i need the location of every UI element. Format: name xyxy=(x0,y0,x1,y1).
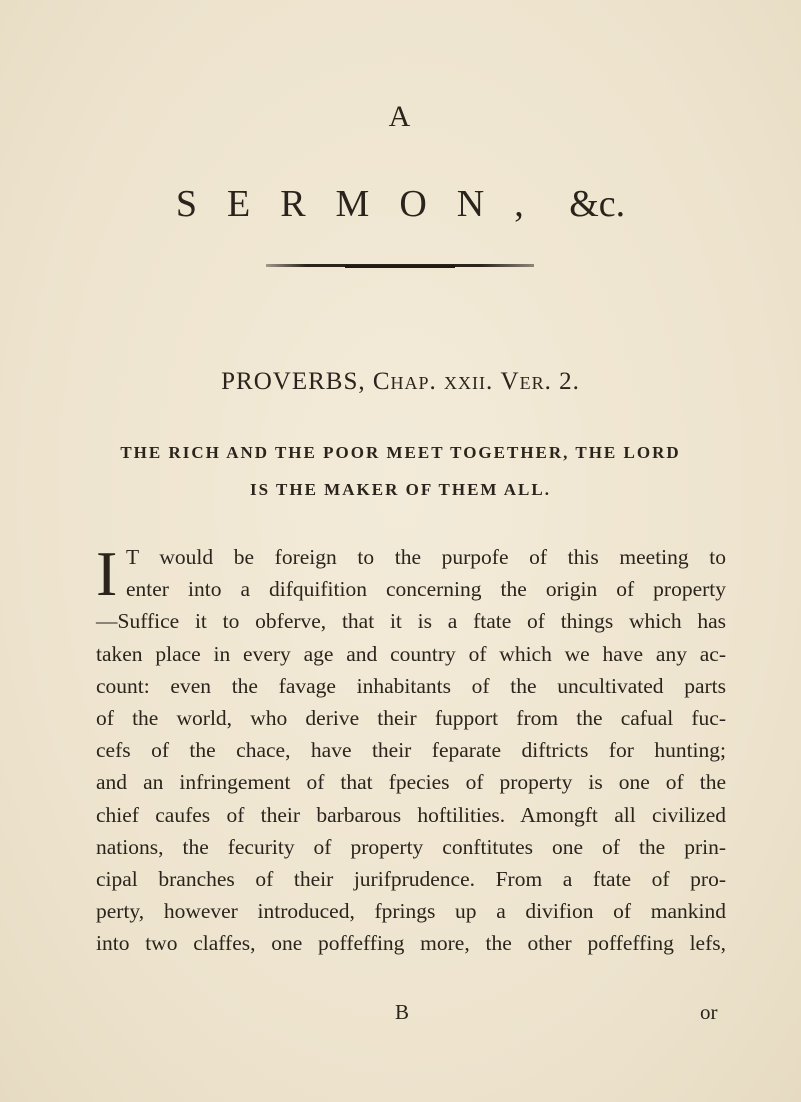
page-title xyxy=(0,182,801,226)
verse-text-line-2: IS THE MAKER OF THEM ALL. xyxy=(250,480,551,499)
page-footer xyxy=(0,1000,801,1030)
verse-label: Ver. xyxy=(500,368,552,395)
body-line: chief caufes of their barbarous hoftilities. Amongft all civilized xyxy=(96,802,726,827)
body-line: of the world, who derive their fupport from the cafual fuc- xyxy=(96,706,726,731)
body-line: enter into a difquifition concerning the origin of property xyxy=(126,577,726,602)
title-suffix: &c. xyxy=(569,183,626,225)
body-line: and an infringement of that fpecies of property is one of the xyxy=(96,770,726,795)
title-prefix: A xyxy=(388,100,413,133)
decorative-rule-bold xyxy=(345,265,455,268)
drop-cap: I xyxy=(96,538,118,609)
catchword: or xyxy=(700,1000,718,1024)
chapter-label: Chap. xyxy=(372,368,437,395)
body-line: —Suffice it to obferve, that it is a ftate of things which has xyxy=(96,609,726,634)
book-name: PROVERBS, xyxy=(221,368,366,395)
signature-mark: B xyxy=(395,1000,410,1024)
title-main-word: SERMON, xyxy=(175,183,554,225)
body-line: taken place in every age and country of which we have any ac- xyxy=(96,641,726,666)
body-line: perty, however introduced, fprings up a divifion of mankind xyxy=(96,899,726,924)
body-line: cefs of the chace, have their feparate diftricts for hunting; xyxy=(96,738,726,763)
verse-text-line-1: THE RICH AND THE POOR MEET TOGETHER, THE LORD xyxy=(120,443,681,462)
verse-number: 2. xyxy=(559,368,580,395)
body-line: cipal branches of their jurifprudence. From a ftate of pro- xyxy=(96,867,726,892)
body-paragraph xyxy=(96,538,726,960)
chapter-number: xxii. xyxy=(444,368,494,395)
body-line: count: even the favage inhabitants of the uncultivated parts xyxy=(96,673,726,698)
body-line: into two claffes, one poffeffing more, the other poffeffing lefs, xyxy=(96,931,726,956)
body-line: T would be foreign to the purpofe of this meeting to xyxy=(126,545,726,569)
body-line: nations, the fecurity of property conftitutes one of the prin- xyxy=(96,834,726,859)
scripture-reference xyxy=(0,368,801,396)
